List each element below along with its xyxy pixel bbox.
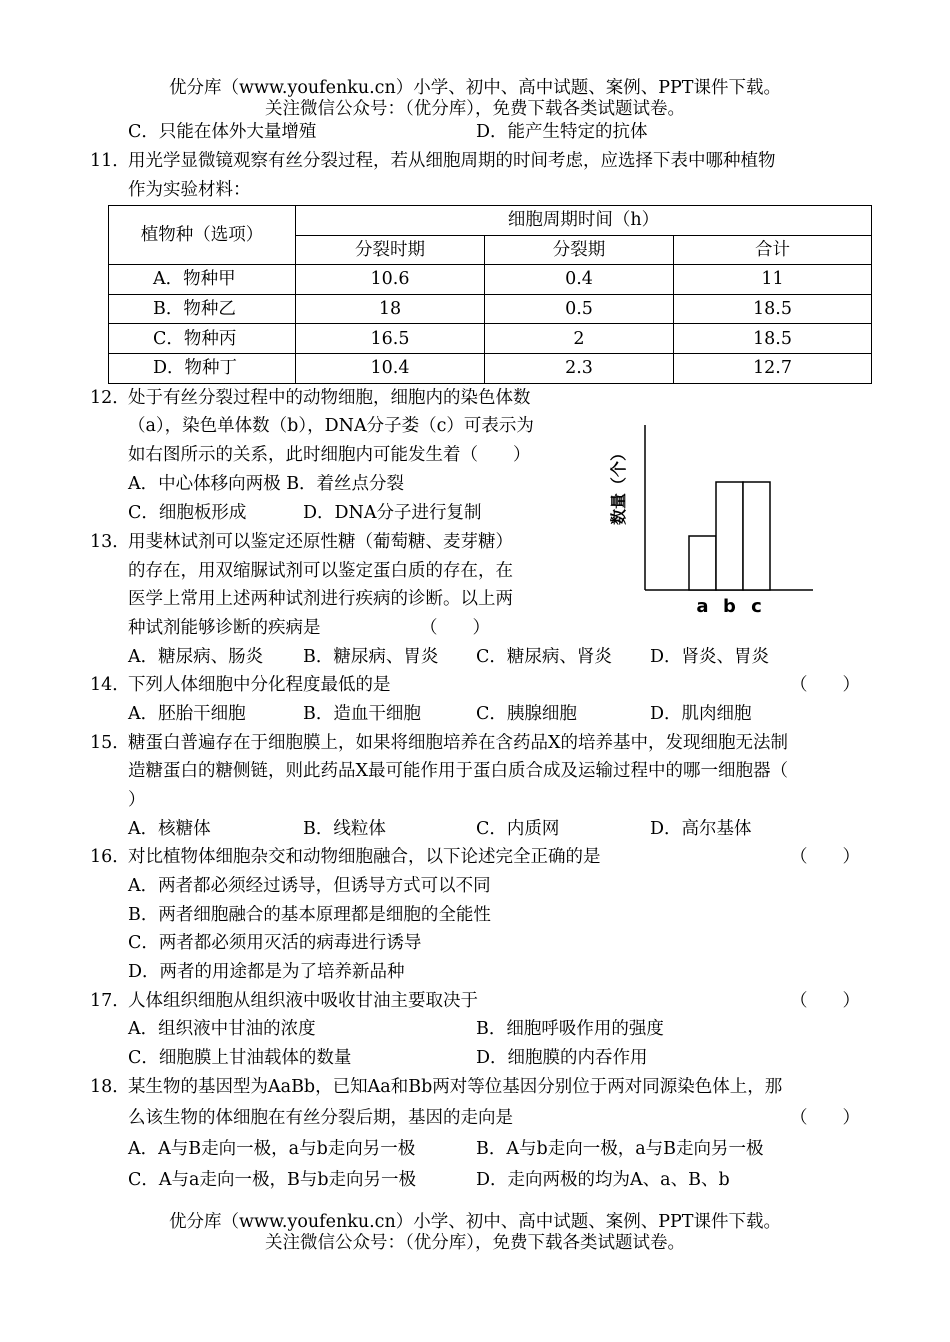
q12-text-3: 如右图所示的关系，此时细胞内可能发生着（ ） xyxy=(128,445,531,465)
table-subheader: 合计 xyxy=(674,235,872,265)
footer-line-2: 关注微信公众号：（优分库），免费下载各类试题试卷。 xyxy=(265,1233,685,1253)
y-axis-label: 数量（个） xyxy=(609,444,628,526)
table-cell: C．物种丙 xyxy=(109,324,296,354)
table-header-species: 植物种（选项） xyxy=(109,206,296,265)
q12-text-1: 处于有丝分裂过程中的动物细胞，细胞内的染色体数 xyxy=(128,388,531,408)
q14-answer-paren: （ ） xyxy=(790,675,860,695)
x-tick-label-a: a xyxy=(696,596,709,617)
q18-number: 18． xyxy=(90,1077,130,1097)
q13-text-3: 医学上常用上述两种试剂进行疾病的诊断。以上两 xyxy=(128,589,513,609)
table-cell: 2 xyxy=(485,324,674,354)
q14-option-d: D．肌肉细胞 xyxy=(650,704,752,724)
q13-text-1: 用斐林试剂可以鉴定还原性糖（葡萄糖、麦芽糖） xyxy=(128,532,513,552)
q15-option-a: A．核糖体 xyxy=(128,819,211,839)
q12-options-ab: A．中心体移向两极 B．着丝点分裂 xyxy=(128,474,405,494)
bar-a xyxy=(689,536,716,590)
table-row xyxy=(109,324,872,354)
header-line-2: 关注微信公众号：（优分库），免费下载各类试题试卷。 xyxy=(265,99,685,119)
table-cell: 16.5 xyxy=(296,324,485,354)
table-cell: B．物种乙 xyxy=(109,294,296,324)
q11-text-2: 作为实验材料： xyxy=(128,180,251,200)
q13-text-2: 的存在，用双缩脲试剂可以鉴定蛋白质的存在，在 xyxy=(128,561,513,581)
q13-answer-paren: （ ） xyxy=(420,618,490,638)
q18-answer-paren: （ ） xyxy=(790,1108,860,1128)
x-tick-label-b: b xyxy=(723,596,736,617)
q17-number: 17． xyxy=(90,991,130,1011)
table-cell: 10.6 xyxy=(296,265,485,295)
q16-option-d: D．两者的用途都是为了培养新品种 xyxy=(128,962,405,982)
table-cell: 11 xyxy=(674,265,872,295)
table-cell: 18 xyxy=(296,294,485,324)
q15-text-3: ） xyxy=(128,790,146,810)
q18-option-b: B．A与b走向一极，a与B走向另一极 xyxy=(476,1139,764,1159)
table-row xyxy=(109,353,872,383)
q13-option-b: B．糖尿病、胃炎 xyxy=(303,647,439,667)
q15-option-d: D．高尔基体 xyxy=(650,819,752,839)
q13-text-4: 种试剂能够诊断的疾病是 xyxy=(128,618,321,638)
table-row xyxy=(109,265,872,295)
q12-option-d: D．DNA分子进行复制 xyxy=(303,503,482,523)
q18-text-1: 某生物的基因型为AaBb，已知Aa和Bb两对等位基因分别位于两对同源染色体上，那 xyxy=(128,1077,783,1097)
header-line-1: 优分库（www.youfenku.cn）小学、初中、高中试题、案例、PPT课件下载。 xyxy=(169,78,781,98)
table-cell: A．物种甲 xyxy=(109,265,296,295)
q14-number: 14． xyxy=(90,675,130,695)
q12-option-c: C．细胞板形成 xyxy=(128,503,247,523)
q15-option-b: B．线粒体 xyxy=(303,819,386,839)
q13-option-a: A．糖尿病、肠炎 xyxy=(128,647,264,667)
q18-text-2: 么该生物的体细胞在有丝分裂后期，基因的走向是 xyxy=(128,1108,513,1128)
q17-option-c: C．细胞膜上甘油载体的数量 xyxy=(128,1048,352,1068)
table-subheader: 分裂时期 xyxy=(296,235,485,265)
q18-option-d: D．走向两极的均为A、a、B、b xyxy=(476,1170,730,1190)
q16-option-a: A．两者都必须经过诱导，但诱导方式可以不同 xyxy=(128,876,491,896)
footer-line-1: 优分库（www.youfenku.cn）小学、初中、高中试题、案例、PPT课件下载。 xyxy=(169,1212,781,1232)
q18-option-c: C．A与a走向一极，B与b走向另一极 xyxy=(128,1170,417,1190)
q12-text-2: （a），染色单体数（b），DNA分子娄（c）可表示为 xyxy=(128,416,534,436)
q14-text-1: 下列人体细胞中分化程度最低的是 xyxy=(128,675,391,695)
table-subheader: 分裂期 xyxy=(485,235,674,265)
q17-answer-paren: （ ） xyxy=(790,991,860,1011)
q17-option-a: A．组织液中甘油的浓度 xyxy=(128,1019,316,1039)
table-header-cycle: 细胞周期时间（h） xyxy=(296,206,872,236)
q17-text-1: 人体组织细胞从组织液中吸收甘油主要取决于 xyxy=(128,991,478,1011)
q15-option-c: C．内质网 xyxy=(476,819,560,839)
bar-c xyxy=(743,482,770,590)
q14-option-c: C．胰腺细胞 xyxy=(476,704,577,724)
q12-number: 12． xyxy=(90,388,130,408)
q13-option-d: D．肾炎、胃炎 xyxy=(650,647,770,667)
table-cell: D．物种丁 xyxy=(109,353,296,383)
table-cell: 10.4 xyxy=(296,353,485,383)
q15-number: 15． xyxy=(90,733,130,753)
q16-number: 16． xyxy=(90,847,130,867)
table-row xyxy=(109,294,872,324)
cell-cycle-table xyxy=(108,205,872,384)
q13-number: 13． xyxy=(90,532,130,552)
table-cell: 0.5 xyxy=(485,294,674,324)
q14-option-b: B．造血干细胞 xyxy=(303,704,421,724)
x-tick-label-c: c xyxy=(751,596,762,617)
q10-option-c: C．只能在体外大量增殖 xyxy=(128,122,317,142)
q16-text-1: 对比植物体细胞杂交和动物细胞融合，以下论述完全正确的是 xyxy=(128,847,601,867)
table-cell: 18.5 xyxy=(674,324,872,354)
q11-number: 11． xyxy=(90,151,130,171)
q17-option-d: D．细胞膜的内吞作用 xyxy=(476,1048,648,1068)
q11-text-1: 用光学显微镜观察有丝分裂过程，若从细胞周期的时间考虑，应选择下表中哪种植物 xyxy=(128,151,776,171)
q16-option-c: C．两者都必须用灭活的病毒进行诱导 xyxy=(128,933,422,953)
q16-answer-paren: （ ） xyxy=(790,847,860,867)
table-cell: 2.3 xyxy=(485,353,674,383)
q16-option-b: B．两者细胞融合的基本原理都是细胞的全能性 xyxy=(128,905,491,925)
q15-text-1: 糖蛋白普遍存在于细胞膜上，如果将细胞培养在含药品X的培养基中，发现细胞无法制 xyxy=(128,733,788,753)
q14-option-a: A．胚胎干细胞 xyxy=(128,704,246,724)
table-cell: 18.5 xyxy=(674,294,872,324)
q15-text-2: 造糖蛋白的糖侧链，则此药品X最可能作用于蛋白质合成及运输过程中的哪一细胞器（ xyxy=(128,761,788,781)
q18-option-a: A．A与B走向一极，a与b走向另一极 xyxy=(128,1139,416,1159)
bar-b xyxy=(716,482,743,590)
q10-option-d: D．能产生特定的抗体 xyxy=(476,122,648,142)
bar-chart xyxy=(600,415,840,620)
table-cell: 12.7 xyxy=(674,353,872,383)
q13-option-c: C．糖尿病、肾炎 xyxy=(476,647,612,667)
q17-option-b: B．细胞呼吸作用的强度 xyxy=(476,1019,664,1039)
table-cell: 0.4 xyxy=(485,265,674,295)
